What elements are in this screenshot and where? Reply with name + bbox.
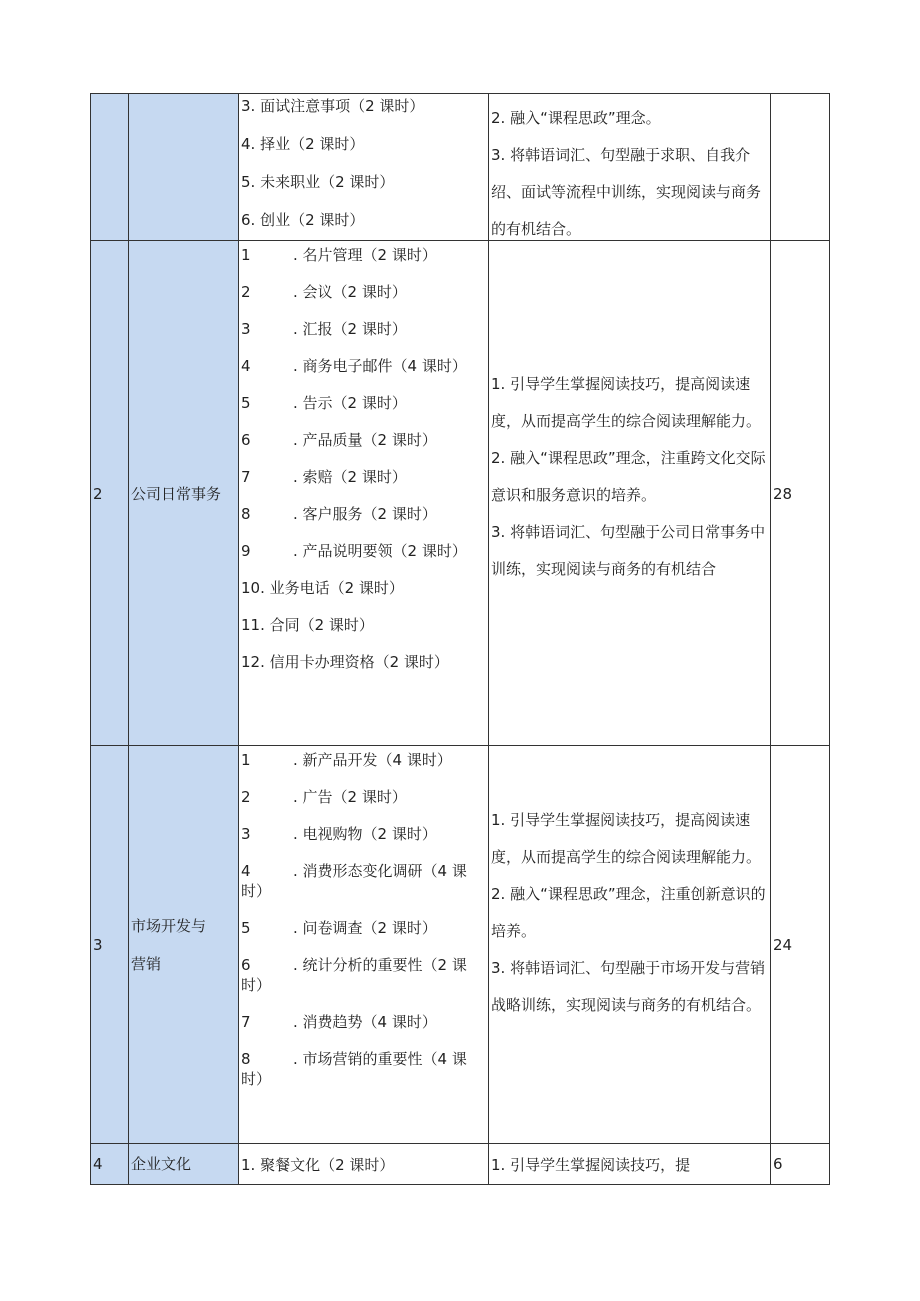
row-number: 2 xyxy=(93,484,103,503)
row-number-cell xyxy=(90,1144,128,1184)
list-item: 8 . 市场营销的重要性（4 课时） xyxy=(241,1050,467,1088)
hours-cell xyxy=(770,94,830,241)
row-number-cell xyxy=(90,94,128,241)
list-item: 10. 业务电话（2 课时） xyxy=(241,579,404,597)
list-item: 7 . 索赔（2 课时） xyxy=(241,468,407,486)
list-item: 1. 聚餐文化（2 课时） xyxy=(241,1155,395,1174)
list-item: 4 . 商务电子邮件（4 课时） xyxy=(241,357,467,375)
list-item: 5 . 告示（2 课时） xyxy=(241,394,407,412)
list-item: 1 . 新产品开发（4 课时） xyxy=(241,751,452,769)
goal-text: 3. 将韩语词汇、句型融于求职、自我介绍、面试等流程中训练，实现阅读与商务的有机结合。 xyxy=(491,146,762,238)
table-row xyxy=(90,240,830,746)
row-number: 3 xyxy=(93,936,103,954)
list-item: 3. 面试注意事项（2 课时） xyxy=(241,97,425,115)
table-row xyxy=(90,1143,830,1185)
goals-cell xyxy=(488,241,770,746)
items-cell xyxy=(238,1144,488,1184)
list-item: 4 . 消费形态变化调研（4 课时） xyxy=(241,862,467,900)
list-item: 7 . 消费趋势（4 课时） xyxy=(241,1013,437,1031)
row-number-cell xyxy=(90,241,128,746)
category-cell xyxy=(128,94,238,241)
list-item: 3 . 汇报（2 课时） xyxy=(241,320,407,338)
list-item: 5. 未来职业（2 课时） xyxy=(241,173,395,191)
list-item: 12. 信用卡办理资格（2 课时） xyxy=(241,653,449,671)
hours-value: 28 xyxy=(773,484,793,503)
goals-cell xyxy=(488,1144,770,1184)
list-item: 9 . 产品说明要领（2 课时） xyxy=(241,542,467,560)
table-row xyxy=(90,745,830,1144)
hours-cell xyxy=(770,241,830,746)
goal-text: 3. 将韩语词汇、句型融于公司日常事务中训练，实现阅读与商务的有机结合 xyxy=(491,523,766,578)
items-cell xyxy=(238,241,488,746)
goal-text: 3. 将韩语词汇、句型融于市场开发与营销战略训练，实现阅读与商务的有机结合。 xyxy=(491,959,766,1014)
hours-value: 6 xyxy=(773,1155,783,1173)
goal-text: 2. 融入“课程思政”理念，注重跨文化交际意识和服务意识的培养。 xyxy=(491,449,766,504)
goal-text: 2. 融入“课程思政”理念，注重创新意识的培养。 xyxy=(491,885,766,940)
category-label: 公司日常事务 xyxy=(131,484,222,503)
category-cell xyxy=(128,1144,238,1184)
items-cell xyxy=(238,746,488,1144)
goals-cell xyxy=(488,746,770,1144)
list-item: 5 . 问卷调查（2 课时） xyxy=(241,919,437,937)
category-cell xyxy=(128,241,238,746)
list-item: 6. 创业（2 课时） xyxy=(241,211,365,229)
goal-text: 1. 引导学生掌握阅读技巧，提高阅读速度，从而提高学生的综合阅读理解能力。 xyxy=(491,811,762,866)
goal-text: 1. 引导学生掌握阅读技巧，提 xyxy=(491,1155,691,1174)
row-number-cell xyxy=(90,746,128,1144)
list-item: 1 . 名片管理（2 课时） xyxy=(241,246,437,264)
list-item: 11. 合同（2 课时） xyxy=(241,616,374,634)
goal-text: 1. 引导学生掌握阅读技巧，提高阅读速度，从而提高学生的综合阅读理解能力。 xyxy=(491,375,762,430)
row-number: 4 xyxy=(93,1155,103,1173)
list-item: 2 . 广告（2 课时） xyxy=(241,788,407,806)
hours-value: 24 xyxy=(773,936,793,954)
list-item: 8 . 客户服务（2 课时） xyxy=(241,505,437,523)
table-row xyxy=(90,93,830,241)
list-item: 4. 择业（2 课时） xyxy=(241,135,365,153)
list-item: 6 . 产品质量（2 课时） xyxy=(241,431,437,449)
category-cell xyxy=(128,746,238,1144)
list-item: 2 . 会议（2 课时） xyxy=(241,283,407,301)
category-label: 企业文化 xyxy=(131,1155,192,1173)
category-label: 市场开发与营销 xyxy=(131,917,207,973)
goals-cell xyxy=(488,94,770,241)
hours-cell xyxy=(770,1144,830,1184)
items-cell xyxy=(238,94,488,241)
hours-cell xyxy=(770,746,830,1144)
list-item: 3 . 电视购物（2 课时） xyxy=(241,825,437,843)
list-item: 6 . 统计分析的重要性（2 课时） xyxy=(241,956,467,994)
goal-text: 2. 融入“课程思政”理念。 xyxy=(491,109,661,127)
